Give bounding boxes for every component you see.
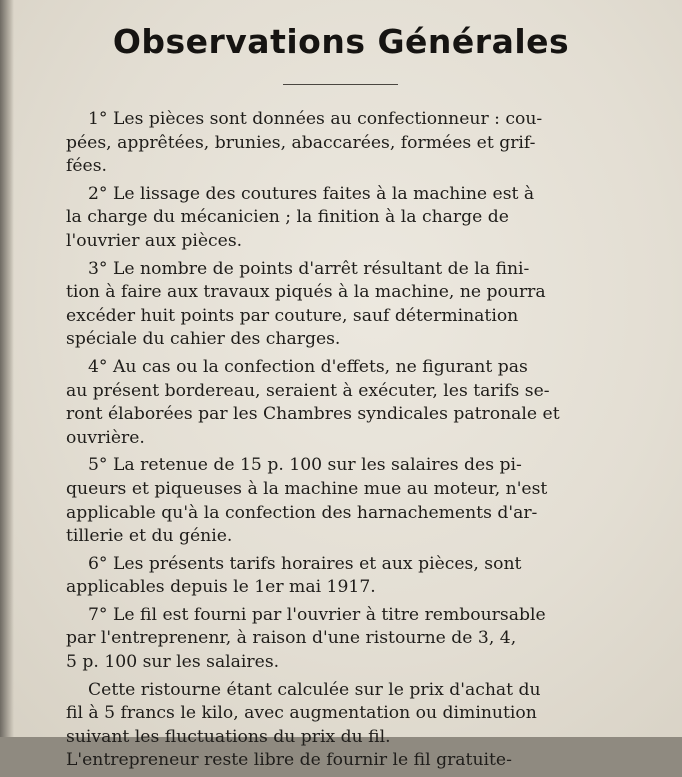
paragraph — [66, 356, 611, 450]
text-line: excéder huit points par couture, sauf détermination — [66, 305, 519, 326]
text-line: 1° Les pièces sont données au confectionneur : cou- — [88, 109, 543, 129]
text-line: applicables depuis le 1er mai 1917. — [66, 577, 376, 598]
paragraph — [66, 679, 611, 773]
text-line: ouvrière. — [66, 427, 145, 448]
text-line: fil à 5 francs le kilo, avec augmentation ou diminution — [66, 703, 537, 724]
text-line: ront élaborées par les Chambres syndicales patronale et — [66, 404, 560, 425]
text-line: la charge du mécanicien ; la finition à la charge de — [66, 207, 509, 228]
text-line: L'entrepreneur reste libre de fournir le fil gratuite- — [66, 750, 512, 771]
text-line: 2° Le lissage des coutures faites à la machine est à — [88, 183, 535, 204]
text-line: 5 p. 100 sur les salaires. — [66, 652, 280, 673]
paragraph — [66, 108, 611, 179]
text-line: tillerie et du génie. — [66, 526, 233, 547]
text-line: queurs et piqueuses à la machine mue au moteur, n'est — [66, 478, 548, 499]
title-underline — [283, 84, 398, 85]
paragraph — [66, 454, 611, 548]
text-line: spéciale du cahier des charges. — [66, 329, 341, 350]
paragraph — [66, 183, 611, 254]
text-line: 5° La retenue de 15 p. 100 sur les salaires des pi- — [88, 455, 522, 476]
page-edge-shadow — [0, 0, 14, 737]
document-body — [66, 108, 611, 777]
paragraph — [66, 258, 611, 352]
text-line: Cette ristourne étant calculée sur le prix d'achat du — [88, 679, 541, 700]
page-title: Observations Générales — [112, 22, 570, 61]
text-line: applicable qu'à la confection des harnachements d'ar- — [66, 502, 538, 523]
text-line: fées. — [66, 156, 107, 177]
text-line: par l'entreprenenr, à raison d'une ristourne de 3, 4, — [66, 628, 517, 649]
text-line: suivant les fluctuations du prix du fil. — [66, 726, 391, 747]
text-line: au présent bordereau, seraient à exécuter, les tarifs se- — [66, 380, 550, 401]
paragraph — [66, 604, 611, 675]
text-line: 7° Le fil est fourni par l'ouvrier à titre remboursable — [88, 604, 546, 625]
text-line: 3° Le nombre de points d'arrêt résultant de la fini- — [88, 258, 530, 279]
text-line: tion à faire aux travaux piqués à la machine, ne pourra — [66, 282, 546, 303]
text-line: l'ouvrier aux pièces. — [66, 230, 243, 251]
text-line: 4° Au cas ou la confection d'effets, ne figurant pas — [88, 356, 528, 377]
paragraph — [66, 553, 611, 600]
text-line: pées, apprêtées, brunies, abaccarées, formées et grif- — [66, 132, 536, 153]
text-line: 6° Les présents tarifs horaires et aux pièces, sont — [88, 553, 522, 574]
